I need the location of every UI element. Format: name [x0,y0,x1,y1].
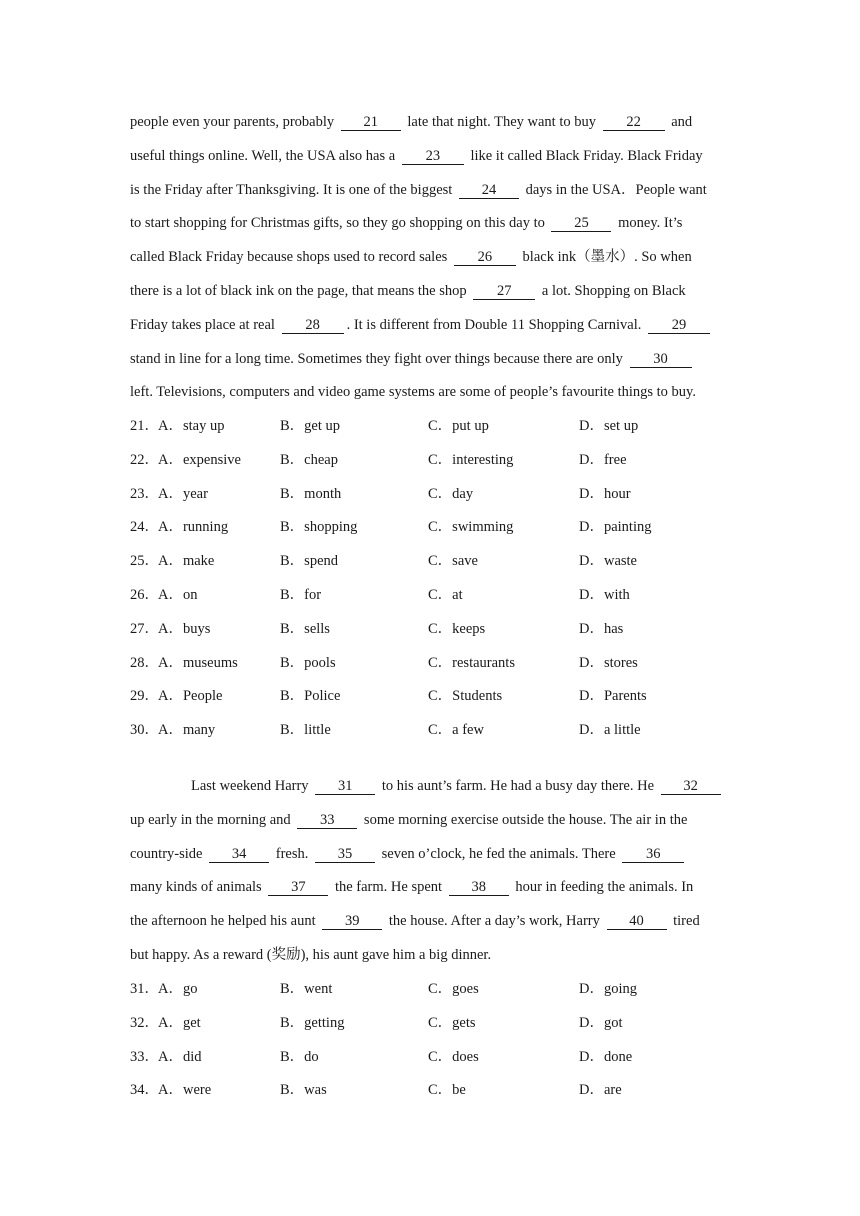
passage-line [130,382,740,402]
question-number: 31． [130,981,159,997]
passage-text: black ink（墨水）. So when [518,249,692,266]
option-c[interactable]: C．day [428,485,474,502]
option-c[interactable]: C．a few [428,722,484,739]
option-c[interactable]: C．be [428,1082,466,1099]
passage-text: tired [669,913,700,930]
option-c[interactable]: C．keeps [428,620,486,637]
blank-39: 39 [322,913,382,930]
option-c[interactable]: C．goes [428,981,479,997]
option-d[interactable]: D．stores [579,654,638,671]
question-row [130,619,740,639]
passage-text: the afternoon he helped his aunt [130,913,320,930]
passage-text: money. It’s [614,215,683,232]
blank-32: 32 [661,778,721,795]
question-row [130,450,740,470]
passage-line [191,776,801,796]
passage-text: fresh. [272,845,312,862]
option-d[interactable]: D．Parents [579,688,647,705]
blank-29: 29 [648,317,710,334]
option-d[interactable]: D．painting [579,519,652,536]
blank-38: 38 [449,879,509,896]
question-number: 32． [130,1014,159,1031]
question-number: 34． [130,1082,159,1099]
passage-text: a lot. Shopping on Black [538,283,686,299]
option-a[interactable]: A．expensive [158,451,241,468]
option-b[interactable]: B．for [280,587,322,603]
option-b[interactable]: B．month [280,485,342,502]
option-b[interactable]: B．shopping [280,519,358,536]
blank-23: 23 [402,148,464,165]
question-row [130,1080,740,1100]
option-a[interactable]: A．running [158,519,229,536]
option-b[interactable]: B．cheap [280,451,338,468]
question-number: 26． [130,587,159,603]
passage-line [130,877,740,897]
passage-text: many kinds of animals [130,879,266,896]
option-d[interactable]: D．got [579,1014,623,1031]
option-d[interactable]: D．set up [579,418,639,434]
question-row [130,517,740,537]
passage-text: country-side [130,845,207,862]
option-d[interactable]: D．done [579,1048,633,1065]
question-row [130,416,740,436]
passage-line [130,911,740,931]
option-c[interactable]: C．put up [428,418,489,434]
option-d[interactable]: D．waste [579,553,637,570]
blank-26: 26 [454,249,516,266]
passage-text: the house. After a day’s work, Harry [385,913,604,930]
option-b[interactable]: B．sells [280,620,330,637]
passage-text: is the Friday after Thanksgiving. It is one of the biggest [130,181,456,198]
passage-text: hour in feeding the animals. In [511,879,694,896]
question-number: 27． [130,620,159,637]
passage-text: stand in line for a long time. Sometimes they fight over things because there are only [130,350,627,367]
option-c[interactable]: C．does [428,1048,479,1065]
passage-line [130,281,740,301]
option-a[interactable]: A．make [158,553,215,570]
question-number: 25． [130,553,159,570]
option-a[interactable]: A．on [158,587,198,603]
question-row [130,979,740,999]
passage-text: to his aunt’s farm. He had a busy day there. He [378,778,658,794]
option-d[interactable]: D．with [579,587,630,603]
option-b[interactable]: B．Police [280,688,341,705]
passage-text: days in the USA．People want [521,181,707,198]
blank-35: 35 [315,846,375,863]
passage-text: and [667,114,693,130]
blank-24: 24 [459,182,519,199]
passage-line [130,213,740,233]
passage-line [130,844,740,864]
question-row [130,1013,740,1033]
passage-text: there is a lot of black ink on the page, that means the shop [130,283,471,299]
passage-text: seven o’clock, he fed the animals. There [377,845,620,862]
question-number: 23． [130,485,159,502]
option-b[interactable]: B．went [280,981,333,997]
option-b[interactable]: B．getting [280,1014,345,1031]
option-c[interactable]: C．interesting [428,451,514,468]
question-row [130,653,740,673]
blank-34: 34 [209,846,269,863]
passage-text: the farm. He spent [331,879,446,896]
question-row [130,720,740,740]
passage-text: but happy. As a reward (奖励), his aunt gave him a big dinner. [130,947,492,963]
blank-33: 33 [297,812,357,829]
passage-text: useful things online. Well, the USA also has a [130,147,399,164]
option-a[interactable]: A．were [158,1082,212,1099]
option-a[interactable]: A．get [158,1014,201,1031]
passage-text: Friday takes place at real [130,316,279,333]
question-row [130,585,740,605]
option-a[interactable]: A．go [158,981,198,997]
option-c[interactable]: C．at [428,587,463,603]
blank-22: 22 [603,114,665,131]
blank-40: 40 [607,913,667,930]
passage-line [130,247,740,267]
option-a[interactable]: A．People [158,688,223,705]
passage-line [130,112,740,132]
passage-line [130,945,740,965]
passage-text: . It is different from Double 11 Shopping Carnival. [346,316,645,333]
blank-21: 21 [341,114,401,131]
option-c[interactable]: C．save [428,553,478,570]
option-d[interactable]: D．free [579,451,627,468]
blank-37: 37 [268,879,328,896]
blank-31: 31 [315,778,375,795]
option-a[interactable]: A．stay up [158,418,225,434]
passage-text: people even your parents, probably [130,114,338,130]
option-d[interactable]: D．has [579,620,624,637]
passage-text: some morning exercise outside the house. The air in the [360,811,688,828]
option-c[interactable]: C．swimming [428,519,514,536]
question-number: 24． [130,519,159,536]
option-b[interactable]: B．was [280,1082,327,1099]
option-b[interactable]: B．pools [280,654,336,671]
option-a[interactable]: A．did [158,1048,202,1065]
passage-line [130,180,740,200]
passage-text: to start shopping for Christmas gifts, so they go shopping on this day to [130,215,549,232]
passage-text: up early in the morning and [130,811,295,828]
option-c[interactable]: C．gets [428,1014,476,1031]
option-d[interactable]: D．going [579,981,637,997]
passage-text: called Black Friday because shops used to record sales [130,249,451,266]
question-row [130,484,740,504]
blank-28: 28 [282,317,344,334]
passage-text: left. Televisions, computers and video game systems are some of people’s favourite things to buy. [130,384,696,401]
option-d[interactable]: D．are [579,1082,622,1099]
question-row [130,551,740,571]
passage-line [130,315,740,335]
blank-36: 36 [622,846,684,863]
question-number: 28． [130,654,159,671]
option-d[interactable]: D．a little [579,722,641,739]
option-a[interactable]: A．buys [158,620,211,637]
passage-text: late that night. They want to buy [403,114,600,130]
passage-line [130,810,740,830]
option-a[interactable]: A．museums [158,654,238,671]
option-a[interactable]: A．many [158,722,216,739]
option-b[interactable]: B．spend [280,553,338,570]
option-a[interactable]: A．year [158,485,208,502]
blank-30: 30 [630,351,692,368]
passage-line [130,146,740,166]
option-b[interactable]: B．little [280,722,331,739]
option-c[interactable]: C．Students [428,688,503,705]
passage-text: like it called Black Friday. Black Friday [466,147,703,164]
option-d[interactable]: D．hour [579,485,631,502]
question-row [130,1047,740,1067]
question-row [130,686,740,706]
blank-25: 25 [551,215,611,232]
option-c[interactable]: C．restaurants [428,654,515,671]
question-number: 22． [130,451,159,468]
passage-text: Last weekend Harry [191,778,313,794]
passage-line [130,349,740,369]
question-number: 29． [130,688,159,705]
question-number: 33． [130,1048,159,1065]
option-b[interactable]: B．get up [280,418,341,434]
question-number: 30． [130,722,159,739]
question-number: 21． [130,418,159,434]
option-b[interactable]: B．do [280,1048,319,1065]
blank-27: 27 [473,283,535,300]
